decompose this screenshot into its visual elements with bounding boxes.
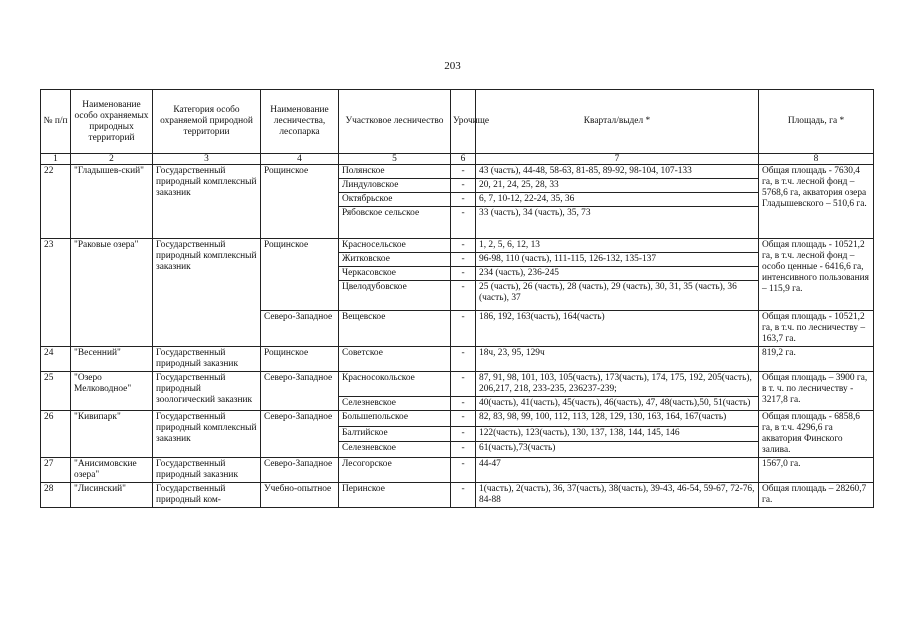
column-number: 8	[759, 154, 874, 165]
area-category: Государственный природный зоологический заказник	[153, 372, 261, 411]
column-number: 4	[261, 154, 339, 165]
area-category: Государственный природный заказник	[153, 458, 261, 483]
district-name: Цвелодубовское	[339, 281, 451, 311]
quarters-cell: 1(часть), 2(часть), 36, 37(часть), 38(часть), 39-43, 46-54, 59-67, 72-76, 84-88	[476, 483, 759, 508]
area-size: Общая площадь - 6858,6 га, в т.ч. 4296,6 га акватория Финского залива.	[759, 411, 874, 458]
tract-cell: -	[451, 253, 476, 267]
page-number: 203	[444, 60, 461, 72]
tract-cell: -	[451, 311, 476, 347]
quarters-cell: 87, 91, 98, 101, 103, 105(часть), 173(часть), 174, 175, 192, 205(часть), 206,217, 218, 233-235, 236237-239;	[476, 372, 759, 397]
area-name: "Раковые озера"	[71, 239, 153, 347]
column-number-row	[41, 154, 874, 165]
tract-cell: -	[451, 179, 476, 193]
forestry-name: Рощинское	[261, 165, 339, 239]
area-size: Общая площадь - 7630,4 га, в т.ч. лесной фонд – 5768,6 га, акватория озера Гладышевского – 510,6 га.	[759, 165, 874, 239]
column-number: 7	[476, 154, 759, 165]
header-cell: Участковое лесничество	[339, 90, 451, 154]
area-size: Общая площадь – 28260,7 га.	[759, 483, 874, 508]
quarters-cell: 6, 7, 10-12, 22-24, 35, 36	[476, 193, 759, 207]
row-number: 28	[41, 483, 71, 508]
quarters-cell: 43 (часть), 44-48, 58-63, 81-85, 89-92, 98-104, 107-133	[476, 165, 759, 179]
area-category: Государственный природный ком-	[153, 483, 261, 508]
tract-cell: -	[451, 483, 476, 508]
protected-areas-table	[40, 89, 874, 508]
quarters-cell: 40(часть), 41(часть), 45(часть), 46(часть), 47, 48(часть),50, 51(часть)	[476, 397, 759, 411]
area-size: Общая площадь - 10521,2 га, в т.ч. лесной фонд – особо ценные - 6416,6 га, интенсивного пользования – 115,9 га.	[759, 239, 874, 311]
area-size: Общая площадь - 10521,2 га, в т.ч. по лесничеству – 163,7 га.	[759, 311, 874, 347]
district-name: Рябовское сельское	[339, 207, 451, 239]
quarters-cell: 122(часть), 123(часть), 130, 137, 138, 144, 145, 146	[476, 426, 759, 442]
tract-cell: -	[451, 165, 476, 179]
tract-cell: -	[451, 442, 476, 458]
tract-cell: -	[451, 426, 476, 442]
quarters-cell: 61(часть),73(часть)	[476, 442, 759, 458]
quarters-cell: 82, 83, 98, 99, 100, 112, 113, 128, 129, 130, 163, 164, 167(часть)	[476, 411, 759, 427]
tract-cell: -	[451, 239, 476, 253]
header-cell: № п/п	[41, 90, 71, 154]
header-cell: Категория особо охраняемой природной территории	[153, 90, 261, 154]
area-name: "Кивипарк"	[71, 411, 153, 458]
district-name: Черкасовское	[339, 267, 451, 281]
district-name: Красносокольское	[339, 372, 451, 397]
district-name: Вещевское	[339, 311, 451, 347]
district-name: Советское	[339, 347, 451, 372]
tract-cell: -	[451, 267, 476, 281]
header-cell: Квартал/выдел *	[476, 90, 759, 154]
district-name: Балтийское	[339, 426, 451, 442]
area-category: Государственный природный комплексный заказник	[153, 411, 261, 458]
forestry-name: Северо-Западное	[261, 458, 339, 483]
district-name: Селезневское	[339, 442, 451, 458]
quarters-cell: 186, 192, 163(часть), 164(часть)	[476, 311, 759, 347]
area-size: 819,2 га.	[759, 347, 874, 372]
header-cell: Урочище	[451, 90, 476, 154]
area-name: "Гладышев-ский"	[71, 165, 153, 239]
quarters-cell: 25 (часть), 26 (часть), 28 (часть), 29 (часть), 30, 31, 35 (часть), 36 (часть), 37	[476, 281, 759, 311]
quarters-cell: 20, 21, 24, 25, 28, 33	[476, 179, 759, 193]
table-row	[41, 372, 874, 397]
header-cell: Наименование лесничества, лесопарка	[261, 90, 339, 154]
area-size: Общая площадь – 3900 га, в т. ч. по лесничеству - 3217,8 га.	[759, 372, 874, 411]
tract-cell: -	[451, 281, 476, 311]
quarters-cell: 96-98, 110 (часть), 111-115, 126-132, 135-137	[476, 253, 759, 267]
quarters-cell: 1, 2, 5, 6, 12, 13	[476, 239, 759, 253]
district-name: Красносельское	[339, 239, 451, 253]
area-size: 1567,0 га.	[759, 458, 874, 483]
row-number: 24	[41, 347, 71, 372]
district-name: Перинское	[339, 483, 451, 508]
row-number: 27	[41, 458, 71, 483]
tract-cell: -	[451, 347, 476, 372]
quarters-cell: 18ч, 23, 95, 129ч	[476, 347, 759, 372]
district-name: Житковское	[339, 253, 451, 267]
quarters-cell: 33 (часть), 34 (часть), 35, 73	[476, 207, 759, 239]
header-row	[41, 90, 874, 154]
area-name: "Лисинский"	[71, 483, 153, 508]
table-row	[41, 458, 874, 483]
header-cell: Площадь, га *	[759, 90, 874, 154]
forestry-name: Рощинское	[261, 347, 339, 372]
district-name: Селезневское	[339, 397, 451, 411]
column-number: 1	[41, 154, 71, 165]
column-number: 3	[153, 154, 261, 165]
column-number: 6	[451, 154, 476, 165]
district-name: Полянское	[339, 165, 451, 179]
quarters-cell: 44-47	[476, 458, 759, 483]
district-name: Октябрьское	[339, 193, 451, 207]
tract-cell: -	[451, 193, 476, 207]
column-number: 5	[339, 154, 451, 165]
forestry-name: Рощинское	[261, 239, 339, 311]
area-category: Государственный природный комплексный заказник	[153, 239, 261, 347]
row-number: 22	[41, 165, 71, 239]
district-name: Большепольское	[339, 411, 451, 427]
tract-cell: -	[451, 458, 476, 483]
forestry-name: Северо-Западное	[261, 411, 339, 458]
column-number: 2	[71, 154, 153, 165]
header-cell: Наименование особо охраняемых природных территорий	[71, 90, 153, 154]
table-row	[41, 483, 874, 508]
row-number: 25	[41, 372, 71, 411]
area-name: "Озеро Мелководное"	[71, 372, 153, 411]
forestry-name: Северо-Западное	[261, 311, 339, 347]
forestry-name: Учебно-опытное	[261, 483, 339, 508]
area-name: "Весенний"	[71, 347, 153, 372]
row-number: 23	[41, 239, 71, 347]
district-name: Линдуловское	[339, 179, 451, 193]
tract-cell: -	[451, 411, 476, 427]
table-row	[41, 411, 874, 427]
quarters-cell: 234 (часть), 236-245	[476, 267, 759, 281]
table-row	[41, 239, 874, 253]
tract-cell: -	[451, 372, 476, 397]
row-number: 26	[41, 411, 71, 458]
forestry-name: Северо-Западное	[261, 372, 339, 411]
area-category: Государственный природный комплексный заказник	[153, 165, 261, 239]
table-row	[41, 165, 874, 179]
table-row	[41, 347, 874, 372]
tract-cell: -	[451, 397, 476, 411]
area-name: "Анисимовские озера"	[71, 458, 153, 483]
district-name: Лесогорское	[339, 458, 451, 483]
tract-cell: -	[451, 207, 476, 239]
area-category: Государственный природный заказник	[153, 347, 261, 372]
